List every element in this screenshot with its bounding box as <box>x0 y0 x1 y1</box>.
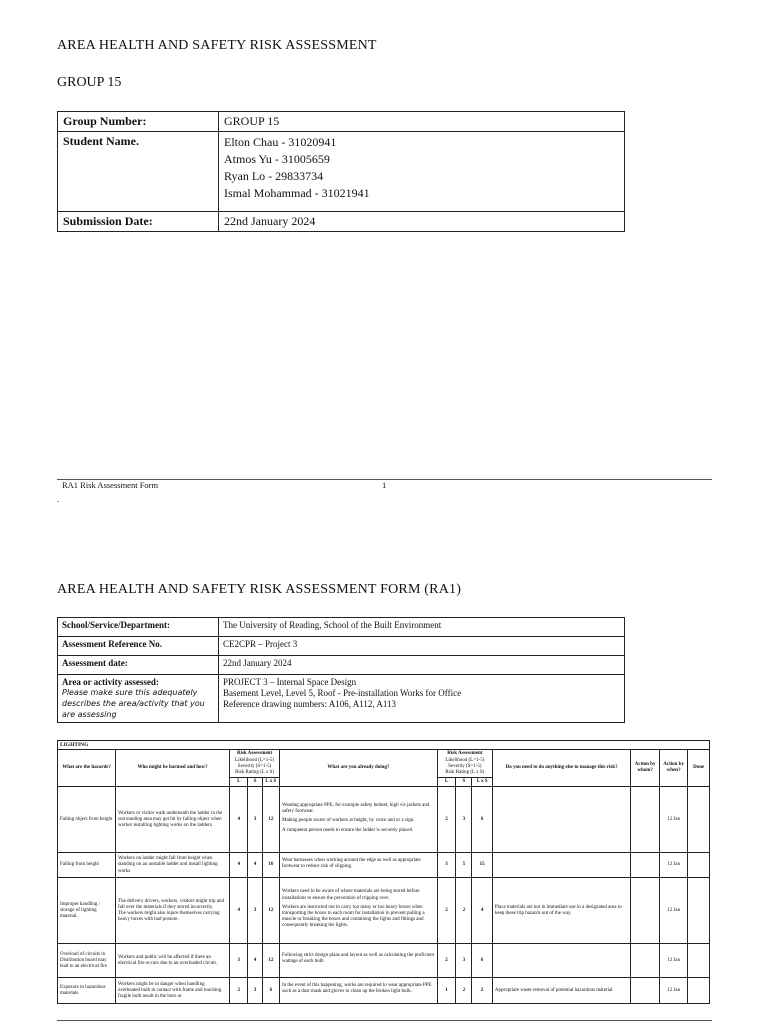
group-info-table <box>57 111 625 232</box>
already-paragraph: Following strict design plans and layout as well as calculating the proficient wattage of each bulb <box>282 953 435 965</box>
header-who: Who might be harmed and how? <box>116 750 230 787</box>
student-list <box>219 132 625 212</box>
header-rating: Risk Rating (L x S) <box>445 769 485 775</box>
header-already: What are you already doing? <box>280 750 438 787</box>
already-paragraph: Workers need to be aware of where materials are being stored before installations to ensure the prevention of tripping over. <box>282 889 420 901</box>
rating-cell: 16 <box>262 853 279 878</box>
who-cell: Workers on ladder might fall from height when standing on an unstable ladder and install lighting works <box>116 853 230 878</box>
header-lxs: L x S <box>262 778 279 787</box>
done-cell <box>688 978 710 1004</box>
assessment-date-value: 22nd January 2024 <box>219 656 625 675</box>
assessment-form-table <box>57 617 625 723</box>
rating-cell: 4 <box>472 878 492 944</box>
student-entry: Atmos Yu - 31005659 <box>224 152 330 166</box>
when-cell: 12 Jan <box>659 853 688 878</box>
header-likelihood: Likelihood (L=1-5) <box>445 757 485 763</box>
already-paragraph: A competent person needs to ensure the ladder is securely placed. <box>282 827 414 833</box>
area-line: Reference drawing numbers: A106, A112, A113 <box>223 699 397 709</box>
header-action-whom: Action by whom? <box>631 750 660 787</box>
area-label: Area or activity assessed: <box>62 677 159 687</box>
likelihood-cell: 3 <box>230 944 248 978</box>
table-row <box>58 787 710 853</box>
group-number-value: GROUP 15 <box>219 112 625 132</box>
footer-page-number: 1 <box>382 480 387 490</box>
header-likelihood: Likelihood (L=1-5) <box>235 757 275 763</box>
rating-cell: 6 <box>472 787 492 853</box>
rating-cell: 12 <box>262 878 279 944</box>
header-l: L <box>437 778 455 787</box>
reference-label: Assessment Reference No. <box>58 637 219 656</box>
table-row <box>58 878 710 944</box>
likelihood-cell: 4 <box>230 878 248 944</box>
who-cell: Workers and public will be affected if there an electrical fire occurs due to an overloaded circuit. <box>116 944 230 978</box>
already-cell <box>280 944 438 978</box>
when-cell: 12 Jan <box>659 787 688 853</box>
rating-cell: 12 <box>262 944 279 978</box>
header-severity: Severity (S=1-5) <box>448 763 482 769</box>
done-cell <box>688 853 710 878</box>
else-cell <box>492 944 631 978</box>
group-number-label: Group Number: <box>58 112 219 132</box>
header-risk-title: Risk Assessment <box>236 751 273 757</box>
already-paragraph: Wear harnesses when working around the edge as well as appropriate footwear to reduce risk of slipping. <box>282 857 421 869</box>
when-cell: 12 Jan <box>659 978 688 1004</box>
whom-cell <box>631 878 660 944</box>
likelihood-cell: 1 <box>437 978 455 1004</box>
hazard-cell: Falling from height <box>58 853 116 878</box>
hazard-cell: Overload of circuits in Distribution board may lead to an electrical fire <box>58 944 116 978</box>
header-risk-assessment <box>230 750 280 778</box>
whom-cell <box>631 853 660 878</box>
reference-value: CE2CPR – Project 3 <box>219 637 625 656</box>
header-done: Done <box>688 750 710 787</box>
else-cell: Place materials are not in immediate use in a designated area to keep these trip hazards out of the way. <box>492 878 631 944</box>
likelihood-cell: 2 <box>437 787 455 853</box>
submission-date-value: 22nd January 2024 <box>219 212 625 232</box>
school-value: The University of Reading, School of the Built Environment <box>219 618 625 637</box>
severity-cell: 3 <box>248 878 262 944</box>
header-rating: Risk Rating (L x S) <box>235 769 275 775</box>
whom-cell <box>631 787 660 853</box>
rating-cell: 2 <box>472 978 492 1004</box>
student-entry: Ismal Mohammad - 31021941 <box>224 186 370 200</box>
done-cell <box>688 944 710 978</box>
area-line: PROJECT 3 – Internal Space Design <box>223 677 357 687</box>
already-paragraph: Making people aware of workers at height, by voice and or a sign. <box>282 818 415 824</box>
severity-cell: 2 <box>456 878 472 944</box>
submission-date-label: Submission Date: <box>58 212 219 232</box>
risk-table <box>57 740 710 1004</box>
header-lxs: L x S <box>472 778 492 787</box>
header-risk-assessment-2 <box>437 750 492 778</box>
likelihood-cell: 2 <box>437 944 455 978</box>
footer-form-name: RA1 Risk Assessment Form <box>62 480 159 490</box>
severity-cell: 5 <box>456 853 472 878</box>
page1-group-heading: GROUP 15 <box>57 75 122 90</box>
header-s: S <box>248 778 262 787</box>
rating-cell: 12 <box>262 787 279 853</box>
severity-cell: 4 <box>248 853 262 878</box>
area-line: Basement Level, Level 5, Roof - Pre-installation Works for Office <box>223 688 462 698</box>
likelihood-cell: 4 <box>230 853 248 878</box>
school-label: School/Service/Department: <box>58 618 219 637</box>
done-cell <box>688 878 710 944</box>
likelihood-cell: 2 <box>230 978 248 1004</box>
header-l: L <box>230 778 248 787</box>
page1-title: AREA HEALTH AND SAFETY RISK ASSESSMENT <box>57 38 377 53</box>
header-anything-else: Do you need to do anything else to manage this risk? <box>492 750 631 787</box>
who-cell: Workers or visitor walk underneath the ladder in the surrounding area may get hit by falling object when worker installing lighting works on the ladders. <box>116 787 230 853</box>
table-row <box>58 978 710 1004</box>
already-paragraph: Workers are instructed not to carry too many or too heavy boxes when transporting the boxes to each room for installation to prevent pulling a muscle or breaking the boxes and containing the lights and fittings and consequently breaking the lights. <box>282 904 425 929</box>
likelihood-cell: 3 <box>437 853 455 878</box>
whom-cell <box>631 944 660 978</box>
who-cell: The delivery drivers, workers, visitors might trip and fall over the materials if they stored incorrectly. The workers might also injure themselves carrying heavy boxes with bad posture. <box>116 878 230 944</box>
table-row <box>58 944 710 978</box>
rating-cell: 6 <box>472 944 492 978</box>
rating-cell: 6 <box>262 978 279 1004</box>
section-heading: LIGHTING <box>58 741 710 750</box>
page2-bottom-divider <box>57 1020 712 1021</box>
severity-cell: 2 <box>456 978 472 1004</box>
who-cell: Workers might be in danger when handling overheated bulb in contact with frame and touching fragile bulb result in the burn or <box>116 978 230 1004</box>
header-s: S <box>456 778 472 787</box>
severity-cell: 3 <box>248 787 262 853</box>
page2-title: AREA HEALTH AND SAFETY RISK ASSESSMENT FORM (RA1) <box>57 582 462 597</box>
already-cell <box>280 978 438 1004</box>
severity-cell: 3 <box>456 787 472 853</box>
student-entry: Ryan Lo - 29833734 <box>224 169 324 183</box>
header-hazards: What are the hazards? <box>58 750 116 787</box>
rating-cell: 15 <box>472 853 492 878</box>
header-risk-title: Risk Assessment <box>447 751 483 757</box>
footer-dot: . <box>57 494 60 504</box>
student-name-label: Student Name. <box>58 132 219 212</box>
hazard-cell: Improper handling / storage of lighting material. <box>58 878 116 944</box>
else-cell <box>492 787 631 853</box>
done-cell <box>688 787 710 853</box>
severity-cell: 3 <box>456 944 472 978</box>
already-paragraph: In the event of this happening, works are required to wear appropriate PPE such as a dust mask and gloves to clean up the broken light bulb. <box>282 983 432 995</box>
already-cell <box>280 853 438 878</box>
assessment-date-label: Assessment date: <box>58 656 219 675</box>
student-entry: Elton Chau - 31020941 <box>224 135 337 149</box>
likelihood-cell: 2 <box>437 878 455 944</box>
else-cell <box>492 853 631 878</box>
area-note: Please make sure this adequately describes the area/activity that you are assessing <box>62 688 205 719</box>
else-cell: Appropriate waste removal of potential hazardous material <box>492 978 631 1004</box>
already-cell <box>280 787 438 853</box>
hazard-cell: Falling object from height <box>58 787 116 853</box>
area-value <box>219 675 625 723</box>
likelihood-cell: 4 <box>230 787 248 853</box>
severity-cell: 4 <box>248 944 262 978</box>
already-paragraph: Wearing appropriate PPE, for example safety helmet, high vis jackets and safety footwear. <box>282 803 430 815</box>
when-cell: 12 Jan <box>659 944 688 978</box>
header-action-when: Action by when? <box>659 750 688 787</box>
area-label-cell <box>58 675 219 723</box>
when-cell: 12 Jan <box>659 878 688 944</box>
hazard-cell: Exposure to hazardous materials <box>58 978 116 1004</box>
header-severity: Severity (S=1-5) <box>237 763 272 769</box>
whom-cell <box>631 978 660 1004</box>
already-cell <box>280 878 438 944</box>
severity-cell: 3 <box>248 978 262 1004</box>
table-row <box>58 853 710 878</box>
